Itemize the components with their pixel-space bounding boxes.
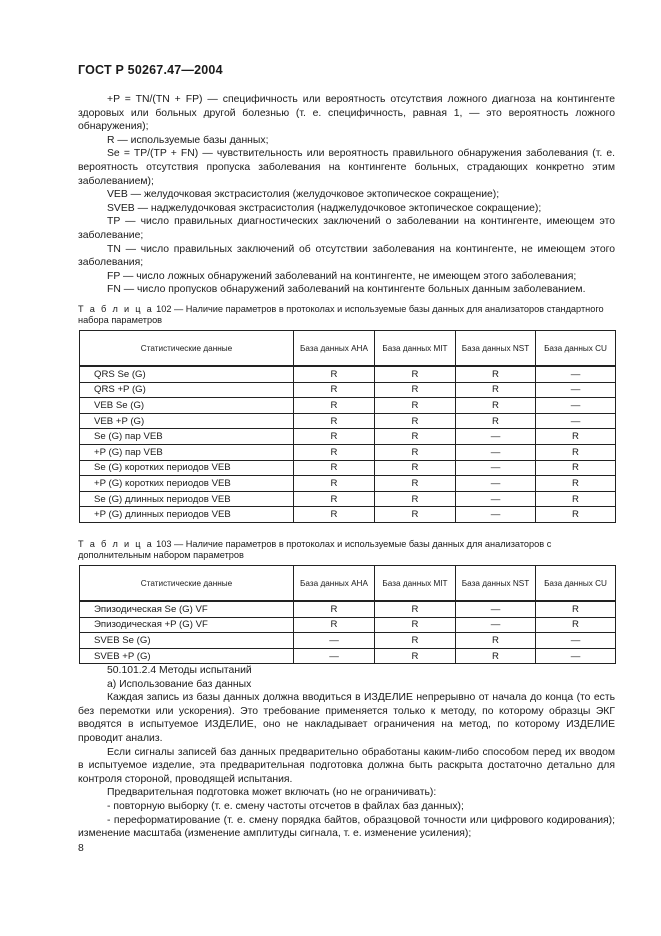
row-label-cell: SVEB Se (G) bbox=[80, 633, 294, 649]
caption-prefix: Т а б л и ц а bbox=[78, 304, 154, 314]
value-cell: R bbox=[536, 601, 616, 617]
value-cell: R bbox=[536, 507, 616, 523]
value-cell: R bbox=[375, 617, 456, 633]
list-item: - переформатирование (т. е. смену порядка байтов, образцовой точности или цифрового кодирования); изменение масштаба (изменение амплитуды сигнала, т. е. изменение усиления); bbox=[78, 814, 615, 840]
value-cell: R bbox=[456, 413, 536, 429]
value-cell: — bbox=[536, 398, 616, 414]
row-label-cell: QRS +P (G) bbox=[80, 382, 294, 398]
caption-text: 103 — Наличие параметров в протоколах и используемые базы данных для анализаторов с дополнительным набором параметров bbox=[78, 539, 552, 561]
table-row bbox=[80, 398, 616, 414]
value-cell: R bbox=[375, 491, 456, 507]
table-header-row bbox=[80, 566, 616, 602]
row-label-cell: VEB Se (G) bbox=[80, 398, 294, 414]
caption-text: 102 — Наличие параметров в протоколах и используемые базы данных для анализаторов стандартного набора параметров bbox=[78, 304, 604, 326]
value-cell: R bbox=[375, 444, 456, 460]
caption-prefix: Т а б л и ц а bbox=[78, 539, 154, 549]
value-cell: R bbox=[294, 382, 375, 398]
column-header: База данных CU bbox=[536, 331, 616, 367]
value-cell: R bbox=[375, 429, 456, 445]
value-cell: — bbox=[294, 648, 375, 664]
list-item: - повторную выборку (т. е. смену частоты отсчетов в файлах баз данных); bbox=[107, 800, 464, 812]
row-label-cell: Se (G) длинных периодов VEB bbox=[80, 491, 294, 507]
value-cell: R bbox=[294, 507, 375, 523]
value-cell: R bbox=[375, 601, 456, 617]
value-cell: — bbox=[536, 366, 616, 382]
definition-item: +P = TN/(TN + FP) — специфичность или вероятность отсутствия ложного диагноза на контингенте здоровых или больных другой болезнью (т. е. специфичность, равная 1, — это вероятность ложного обнаружения); bbox=[78, 94, 615, 133]
row-label-cell: Эпизодическая +P (G) VF bbox=[80, 617, 294, 633]
row-label-cell: VEB +P (G) bbox=[80, 413, 294, 429]
column-header: База данных CU bbox=[536, 566, 616, 602]
value-cell: — bbox=[536, 413, 616, 429]
value-cell: R bbox=[456, 648, 536, 664]
value-cell: R bbox=[375, 476, 456, 492]
value-cell: R bbox=[294, 444, 375, 460]
table-row bbox=[80, 429, 616, 445]
column-header: Статистические данные bbox=[80, 331, 294, 367]
definition-item: TP — число правильных диагностических заключений о заболевании на контингенте, имеющем это заболевание; bbox=[78, 216, 615, 241]
definition-item: SVEB — наджелудочковая экстрасистолия (наджелудочковое эктопическое сокращение); bbox=[107, 202, 542, 214]
value-cell: R bbox=[536, 617, 616, 633]
column-header: База данных NST bbox=[456, 566, 536, 602]
value-cell: — bbox=[456, 460, 536, 476]
definitions-block bbox=[78, 93, 615, 297]
column-header: База данных NST bbox=[456, 331, 536, 367]
value-cell: R bbox=[456, 382, 536, 398]
column-header: Статистические данные bbox=[80, 566, 294, 602]
table-102-caption bbox=[78, 304, 615, 327]
definition-item: R — используемые базы данных; bbox=[107, 134, 269, 146]
value-cell: R bbox=[375, 460, 456, 476]
row-label-cell: QRS Se (G) bbox=[80, 366, 294, 382]
column-header: База данных АНА bbox=[294, 331, 375, 367]
definition-item: FP — число ложных обнаружений заболеваний на контингенте, не имеющем этого заболевания; bbox=[107, 270, 577, 282]
value-cell: R bbox=[375, 648, 456, 664]
table-row bbox=[80, 648, 616, 664]
section-heading: 50.101.2.4 Методы испытаний bbox=[107, 665, 252, 676]
paragraph: Каждая запись из базы данных должна вводиться в ИЗДЕЛИЕ непрерывно от начала до конца (то есть без перемотки или ускорения). Это требование применяется только к методу, по которому образцы ЭКГ вводятся в испытуемое ИЗДЕЛИЕ, оно не накладывает ограничения на метод, по которому ИЗДЕЛИЕ проводит анализ. bbox=[78, 692, 615, 744]
value-cell: — bbox=[536, 633, 616, 649]
value-cell: R bbox=[536, 444, 616, 460]
subsection-heading: а) Использование баз данных bbox=[107, 678, 252, 690]
paragraph: Предварительная подготовка может включать (но не ограничивать): bbox=[107, 787, 437, 799]
table-row bbox=[80, 633, 616, 649]
table-row bbox=[80, 460, 616, 476]
page-number: 8 bbox=[78, 843, 84, 854]
value-cell: R bbox=[536, 429, 616, 445]
row-label-cell: Se (G) пар VEB bbox=[80, 429, 294, 445]
value-cell: R bbox=[294, 476, 375, 492]
value-cell: R bbox=[294, 413, 375, 429]
value-cell: R bbox=[294, 617, 375, 633]
value-cell: — bbox=[456, 617, 536, 633]
value-cell: R bbox=[536, 476, 616, 492]
test-methods-section bbox=[78, 664, 615, 841]
table-103-caption bbox=[78, 539, 615, 562]
value-cell: R bbox=[375, 382, 456, 398]
definition-item: FN — число пропусков обнаружений заболеваний на контингенте больных данным заболеванием. bbox=[107, 284, 586, 296]
row-label-cell: Se (G) коротких периодов VEB bbox=[80, 460, 294, 476]
document-header: ГОСТ Р 50267.47—2004 bbox=[78, 63, 223, 77]
column-header: База данных MIT bbox=[375, 566, 456, 602]
table-row bbox=[80, 601, 616, 617]
value-cell: — bbox=[456, 491, 536, 507]
definition-item: Se = TP/(TP + FN) — чувствительность или вероятность правильного обнаружения заболевания (т. е. вероятность отсутствия пропуска заболевания на контингенте больных, страдающих конкретно этим заболеванием); bbox=[78, 148, 615, 187]
table-row bbox=[80, 382, 616, 398]
table-row bbox=[80, 491, 616, 507]
definition-item: VEB — желудочковая экстрасистолия (желудочковое эктопическое сокращение); bbox=[107, 189, 500, 201]
value-cell: R bbox=[294, 429, 375, 445]
value-cell: R bbox=[294, 601, 375, 617]
value-cell: R bbox=[536, 460, 616, 476]
value-cell: R bbox=[294, 398, 375, 414]
value-cell: R bbox=[536, 491, 616, 507]
column-header: База данных MIT bbox=[375, 331, 456, 367]
value-cell: R bbox=[456, 366, 536, 382]
value-cell: R bbox=[294, 366, 375, 382]
definition-item: TN — число правильных заключений об отсутствии заболевания на контингенте, не имеющем этого заболевания; bbox=[78, 243, 615, 269]
value-cell: R bbox=[375, 633, 456, 649]
value-cell: — bbox=[456, 476, 536, 492]
value-cell: R bbox=[456, 398, 536, 414]
value-cell: R bbox=[375, 366, 456, 382]
value-cell: — bbox=[456, 444, 536, 460]
row-label-cell: SVEB +P (G) bbox=[80, 648, 294, 664]
table-row bbox=[80, 476, 616, 492]
table-102 bbox=[79, 330, 616, 523]
value-cell: R bbox=[294, 491, 375, 507]
row-label-cell: +P (G) пар VEB bbox=[80, 444, 294, 460]
table-row bbox=[80, 507, 616, 523]
table-row bbox=[80, 413, 616, 429]
row-label-cell: Эпизодическая Se (G) VF bbox=[80, 601, 294, 617]
value-cell: R bbox=[294, 460, 375, 476]
paragraph: Если сигналы записей баз данных предварительно обработаны каким-либо способом перед их вводом в испытуемое изделие, эта предварительная подготовка должна быть раскрыта достаточно детально для контроля стороной, проводящей испытания. bbox=[78, 746, 615, 785]
value-cell: — bbox=[456, 507, 536, 523]
row-label-cell: +P (G) коротких периодов VEB bbox=[80, 476, 294, 492]
table-row bbox=[80, 444, 616, 460]
value-cell: — bbox=[536, 382, 616, 398]
value-cell: R bbox=[375, 398, 456, 414]
value-cell: — bbox=[294, 633, 375, 649]
table-row bbox=[80, 366, 616, 382]
row-label-cell: +P (G) длинных периодов VEB bbox=[80, 507, 294, 523]
column-header: База данных АНА bbox=[294, 566, 375, 602]
value-cell: — bbox=[536, 648, 616, 664]
value-cell: R bbox=[456, 633, 536, 649]
value-cell: R bbox=[375, 507, 456, 523]
table-103 bbox=[79, 565, 616, 664]
value-cell: — bbox=[456, 429, 536, 445]
table-header-row bbox=[80, 331, 616, 367]
value-cell: — bbox=[456, 601, 536, 617]
value-cell: R bbox=[375, 413, 456, 429]
table-row bbox=[80, 617, 616, 633]
